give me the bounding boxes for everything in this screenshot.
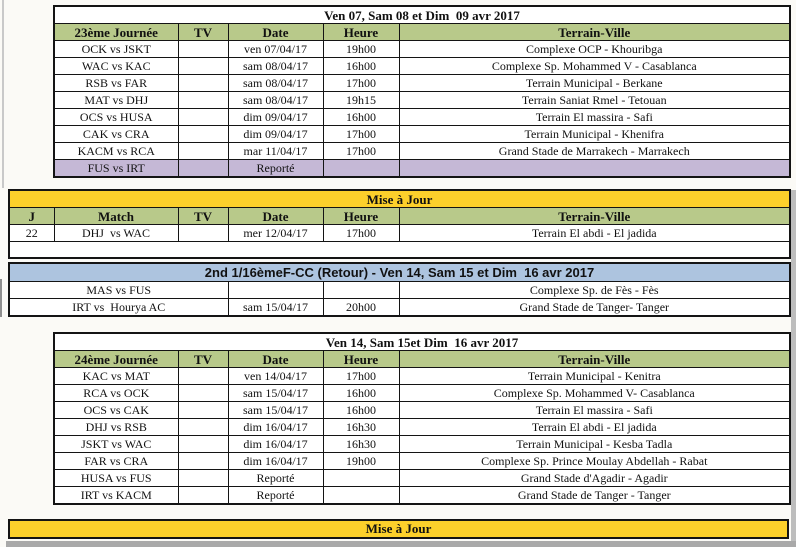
table-row <box>54 402 790 419</box>
table-row <box>54 92 790 109</box>
cell-terrain: Terrain El abdi - El jadida <box>399 225 790 242</box>
cell-tv <box>178 126 228 143</box>
cell-date: dim 16/04/17 <box>228 419 323 436</box>
cell-tv <box>178 402 228 419</box>
column-header-row <box>54 351 790 368</box>
table-row <box>54 419 790 436</box>
cell-heure: 17h00 <box>323 75 399 92</box>
cell-match: FUS vs IRT <box>54 160 178 178</box>
table-row <box>54 368 790 385</box>
column-header-date: Date <box>228 24 323 41</box>
cell-heure: 16h30 <box>323 436 399 453</box>
table-row <box>54 143 790 160</box>
column-header-j: J <box>9 208 54 225</box>
cell-match: OCS vs HUSA <box>54 109 178 126</box>
cell-heure: 16h00 <box>323 109 399 126</box>
column-header-tv: TV <box>178 208 228 225</box>
cell-heure: 20h00 <box>323 299 399 317</box>
cell-tv <box>178 436 228 453</box>
cell-date: sam 08/04/17 <box>228 75 323 92</box>
cell-terrain: Terrain Municipal - Khenifra <box>399 126 790 143</box>
cell-heure: 16h00 <box>323 385 399 402</box>
cell-heure: 17h00 <box>323 368 399 385</box>
update-banner-bottom: Mise à Jour <box>8 519 789 539</box>
cell-tv <box>178 41 228 58</box>
table-row <box>54 58 790 75</box>
cell-heure <box>323 282 399 299</box>
cell-match: IRT vs KACM <box>54 487 178 505</box>
cell-match: MAT vs DHJ <box>54 92 178 109</box>
column-header-journee: 24ème Journée <box>54 351 178 368</box>
cell-heure: 16h00 <box>323 402 399 419</box>
table-row <box>54 453 790 470</box>
table-row <box>9 225 790 242</box>
cell-terrain: Complexe Sp. Mohammed V- Casablanca <box>399 385 790 402</box>
cell-date: dim 16/04/17 <box>228 453 323 470</box>
cell-tv <box>178 109 228 126</box>
column-header-terrain: Terrain-Ville <box>399 208 790 225</box>
cell-heure: 16h00 <box>323 58 399 75</box>
table-row <box>54 385 790 402</box>
cell-date: dim 09/04/17 <box>228 126 323 143</box>
cell-tv <box>178 385 228 402</box>
cell-date: sam 15/04/17 <box>228 402 323 419</box>
table-row <box>54 109 790 126</box>
cell-heure: 17h00 <box>323 126 399 143</box>
cell-heure: 19h00 <box>323 41 399 58</box>
column-header-date: Date <box>228 351 323 368</box>
table-row <box>54 470 790 487</box>
table-row <box>54 41 790 58</box>
column-header-terrain: Terrain-Ville <box>399 351 790 368</box>
cell-terrain: Complexe Sp. Mohammed V - Casablanca <box>399 58 790 75</box>
screen-edge-artifact <box>0 279 2 317</box>
cell-terrain: Terrain Municipal - Berkane <box>399 75 790 92</box>
cc-table <box>8 262 791 317</box>
cell-tv <box>178 75 228 92</box>
table-row <box>54 75 790 92</box>
cell-match: WAC vs KAC <box>54 58 178 75</box>
cell-heure <box>323 470 399 487</box>
cell-date: sam 08/04/17 <box>228 58 323 75</box>
cell-match: KAC vs MAT <box>54 368 178 385</box>
cell-terrain: Terrain El abdi - El jadida <box>399 419 790 436</box>
column-header-row <box>54 24 790 41</box>
cell-terrain: Grand Stade de Marrakech - Marrakech <box>399 143 790 160</box>
column-header-match: Match <box>54 208 178 225</box>
cell-terrain: Terrain Municipal - Kenitra <box>399 368 790 385</box>
cell-match: MAS vs FUS <box>9 282 228 299</box>
cell-tv <box>178 470 228 487</box>
cell-tv <box>178 225 228 242</box>
update-table <box>8 189 791 259</box>
cell-match: IRT vs Hourya AC <box>9 299 228 317</box>
cell-match: RCA vs OCK <box>54 385 178 402</box>
cc-title: 2nd 1/16èmeF-CC (Retour) - Ven 14, Sam 15 et Dim 16 avr 2017 <box>9 263 790 282</box>
column-header-heure: Heure <box>323 208 399 225</box>
cell-heure: 19h15 <box>323 92 399 109</box>
cell-heure: 16h30 <box>323 419 399 436</box>
cell-heure: 17h00 <box>323 143 399 160</box>
table-row <box>54 160 790 178</box>
cell-match: FAR vs CRA <box>54 453 178 470</box>
column-header-tv: TV <box>178 24 228 41</box>
empty-row <box>9 242 790 259</box>
cell-heure: 17h00 <box>323 225 399 242</box>
cell-terrain: Grand Stade de Tanger- Tanger <box>399 299 790 317</box>
table-title-row <box>54 6 790 24</box>
cell-date: dim 09/04/17 <box>228 109 323 126</box>
cell-date: mar 11/04/17 <box>228 143 323 160</box>
cell-match: RSB vs FAR <box>54 75 178 92</box>
cell-date: ven 14/04/17 <box>228 368 323 385</box>
cell-match: DHJ vs RSB <box>54 419 178 436</box>
cell-heure <box>323 160 399 178</box>
update-banner-label: Mise à Jour <box>9 190 790 208</box>
cell-match: HUSA vs FUS <box>54 470 178 487</box>
cell-heure <box>323 487 399 505</box>
cell-terrain: Terrain El massira - Safi <box>399 109 790 126</box>
cell-terrain: Terrain Saniat Rmel - Tetouan <box>399 92 790 109</box>
cell-date: Reporté <box>228 470 323 487</box>
table-row <box>9 282 790 299</box>
cell-terrain: Complexe OCP - Khouribga <box>399 41 790 58</box>
cell-match: OCS vs CAK <box>54 402 178 419</box>
cell-heure: 19h00 <box>323 453 399 470</box>
cell-date: sam 15/04/17 <box>228 385 323 402</box>
table-row <box>54 126 790 143</box>
column-header-heure: Heure <box>323 24 399 41</box>
table-row <box>54 487 790 505</box>
cell-date: sam 08/04/17 <box>228 92 323 109</box>
cell-terrain: Terrain El massira - Safi <box>399 402 790 419</box>
cell-date: Reporté <box>228 487 323 505</box>
cell-terrain: Grand Stade d'Agadir - Agadir <box>399 470 790 487</box>
column-header-terrain: Terrain-Ville <box>399 24 790 41</box>
table-title-row <box>54 333 790 351</box>
cell-terrain: Terrain Municipal - Kesba Tadla <box>399 436 790 453</box>
date-range-title: Ven 07, Sam 08 et Dim 09 avr 2017 <box>54 6 790 24</box>
cell-terrain: Grand Stade de Tanger - Tanger <box>399 487 790 505</box>
cell-tv <box>178 160 228 178</box>
cell-date: Reporté <box>228 160 323 178</box>
empty-cell <box>9 242 790 259</box>
cell-match: DHJ vs WAC <box>54 225 178 242</box>
table-row <box>9 299 790 317</box>
cell-terrain <box>399 160 790 178</box>
cell-tv <box>178 419 228 436</box>
cell-tv <box>178 58 228 75</box>
cell-tv <box>178 92 228 109</box>
column-header-heure: Heure <box>323 351 399 368</box>
cell-date <box>228 282 323 299</box>
cell-terrain: Complexe Sp. Prince Moulay Abdellah - Rabat <box>399 453 790 470</box>
column-header-row <box>9 208 790 225</box>
screen-edge-artifact <box>2 0 4 188</box>
column-header-journee: 23ème Journée <box>54 24 178 41</box>
cell-tv <box>178 487 228 505</box>
column-header-tv: TV <box>178 351 228 368</box>
cell-match: OCK vs JSKT <box>54 41 178 58</box>
cell-match: CAK vs CRA <box>54 126 178 143</box>
update-banner-row <box>9 190 790 208</box>
page-shadow <box>791 190 796 541</box>
column-header-date: Date <box>228 208 323 225</box>
fixtures-table-journee-23 <box>53 5 791 178</box>
cell-tv <box>178 453 228 470</box>
date-range-title: Ven 14, Sam 15et Dim 16 avr 2017 <box>54 333 790 351</box>
cell-match: JSKT vs WAC <box>54 436 178 453</box>
table-row <box>54 436 790 453</box>
cc-title-row <box>9 263 790 282</box>
cell-date: ven 07/04/17 <box>228 41 323 58</box>
page-shadow <box>6 541 796 547</box>
cell-tv <box>178 143 228 160</box>
cell-date: sam 15/04/17 <box>228 299 323 317</box>
cell-tv <box>178 368 228 385</box>
cell-match: KACM vs RCA <box>54 143 178 160</box>
cell-date: mer 12/04/17 <box>228 225 323 242</box>
cell-terrain: Complexe Sp. de Fès - Fès <box>399 282 790 299</box>
cell-date: dim 16/04/17 <box>228 436 323 453</box>
fixtures-table-journee-24 <box>53 332 791 505</box>
cell-j: 22 <box>9 225 54 242</box>
